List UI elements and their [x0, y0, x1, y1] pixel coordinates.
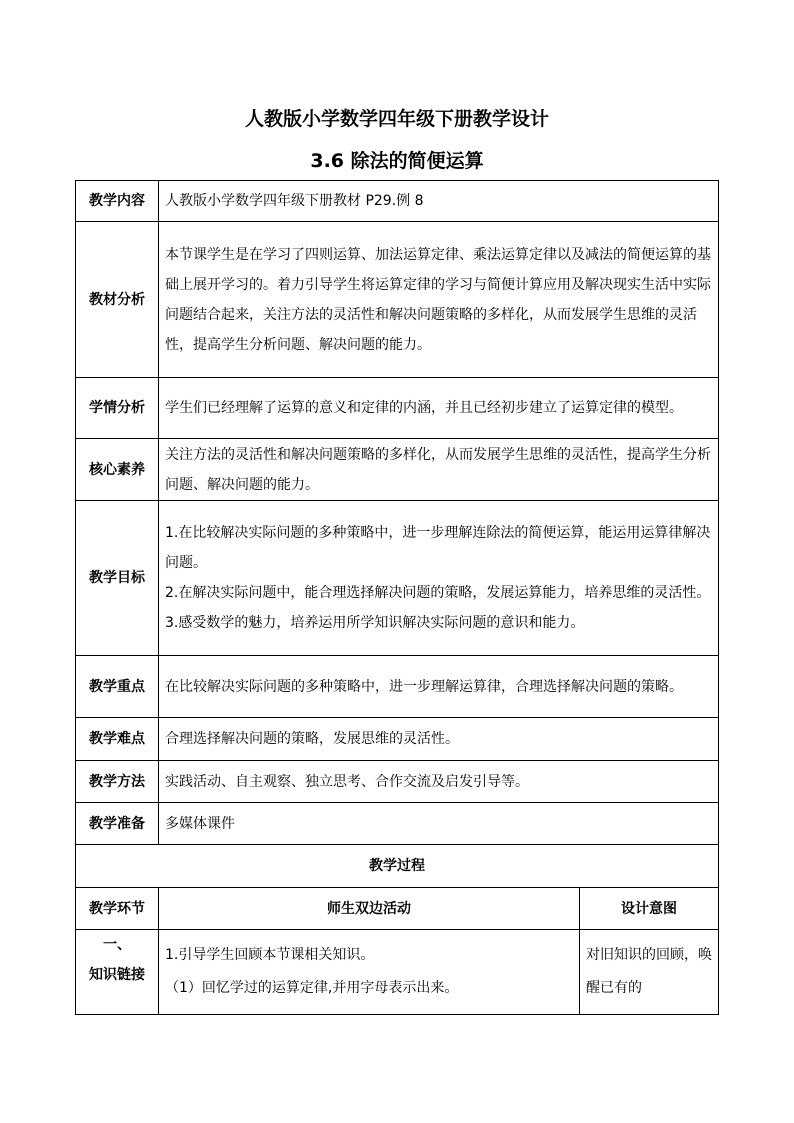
table-row	[76, 718, 719, 761]
process-row	[76, 930, 719, 1015]
intent-cell	[580, 930, 719, 1015]
goal-item: 2.在解决实际问题中，能合理选择解决问题的策略，发展运算能力，培养思维的灵活性。	[165, 585, 711, 601]
row-label: 教学内容	[76, 181, 159, 222]
activity-line: （1）回忆学过的运算定律,并用字母表示出来。	[165, 980, 459, 996]
process-columns-row	[76, 888, 719, 930]
row-label: 学情分析	[76, 378, 159, 439]
column-header-stage: 教学环节	[76, 888, 159, 930]
table-row	[76, 803, 719, 845]
process-heading: 教学过程	[76, 845, 719, 888]
activity-line: 1.引导学生回顾本节课相关知识。	[165, 947, 375, 963]
stage-cell	[76, 930, 159, 1015]
stage-name: 知识链接	[89, 967, 145, 983]
row-content: 关注方法的灵活性和解决问题策略的多样化，从而发展学生思维的灵活性，提高学生分析问题、解决问题的能力。	[159, 439, 719, 501]
table-row	[76, 761, 719, 803]
table-row	[76, 656, 719, 718]
table-row	[76, 222, 719, 378]
row-label: 教学准备	[76, 803, 159, 845]
row-label: 教学难点	[76, 718, 159, 761]
lesson-plan-table	[75, 180, 719, 1015]
row-content: 在比较解决实际问题的多种策略中，进一步理解运算律，合理选择解决问题的策略。	[159, 656, 719, 718]
goal-item: 1.在比较解决实际问题的多种策略中，进一步理解连除法的简便运算，能运用运算律解决问题。	[165, 525, 711, 571]
row-content: 人教版小学数学四年级下册教材 P29.例 8	[159, 181, 719, 222]
row-content	[159, 501, 719, 656]
column-header-intent: 设计意图	[580, 888, 719, 930]
row-content: 本节课学生是在学习了四则运算、加法运算定律、乘法运算定律以及减法的简便运算的基础上展开学习的。着力引导学生将运算定律的学习与简便计算应用及解决现实生活中实际问题结合起来，关注方法的灵活性和解决问题策略的多样化，从而发展学生思维的灵活性，提高学生分析问题、解决问题的能力。	[159, 222, 719, 378]
table-row	[76, 501, 719, 656]
intent-text: 对旧知识的回顾，唤醒已有的	[586, 947, 712, 996]
document-title: 人教版小学数学四年级下册教学设计	[244, 108, 549, 130]
goal-item: 3.感受数学的魅力，培养运用所学知识解决实际问题的意识和能力。	[165, 615, 585, 631]
process-heading-row	[76, 845, 719, 888]
row-label: 教学重点	[76, 656, 159, 718]
row-label: 教材分析	[76, 222, 159, 378]
row-content: 合理选择解决问题的策略，发展思维的灵活性。	[159, 718, 719, 761]
row-label: 核心素养	[76, 439, 159, 501]
table-row	[76, 181, 719, 222]
activity-cell	[159, 930, 580, 1015]
document-subtitle: 3.6 除法的简便运算	[310, 150, 484, 172]
column-header-activity: 师生双边活动	[159, 888, 580, 930]
row-content: 学生们已经理解了运算的意义和定律的内涵，并且已经初步建立了运算定律的模型。	[159, 378, 719, 439]
stage-number: 一、	[103, 937, 131, 953]
row-label: 教学方法	[76, 761, 159, 803]
table-row	[76, 439, 719, 501]
row-label: 教学目标	[76, 501, 159, 656]
table-row	[76, 378, 719, 439]
row-content: 多媒体课件	[159, 803, 719, 845]
row-content: 实践活动、自主观察、独立思考、合作交流及启发引导等。	[159, 761, 719, 803]
